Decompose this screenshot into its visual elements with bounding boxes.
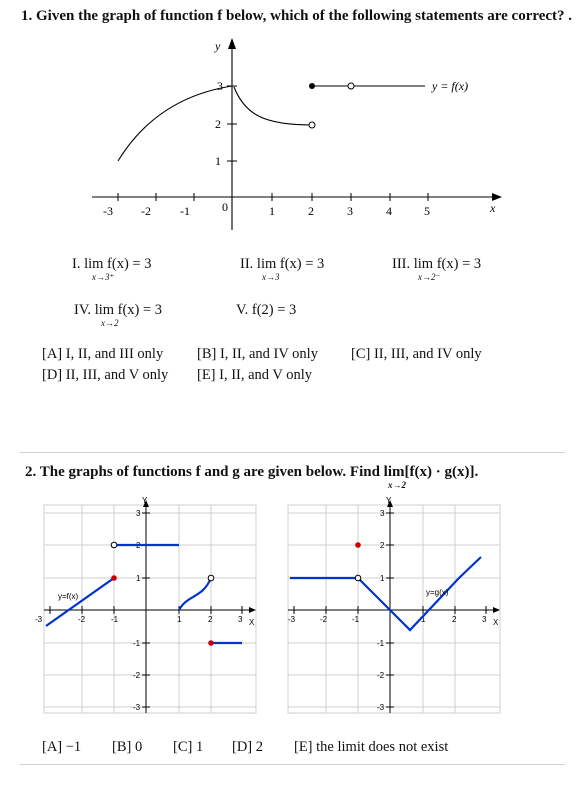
graph-f-x-axis-label: X: [249, 618, 255, 627]
q1-choice-a[interactable]: [A] I, II, and III only: [42, 346, 164, 362]
graph-f-open-point: [111, 542, 117, 548]
graph-g-y-tick-label: 1: [380, 574, 385, 583]
statement-expr: f(2) = 3: [251, 302, 297, 318]
graph-f-x-tick-label: 3: [238, 615, 243, 624]
graph-f-y-tick-label: -1: [133, 639, 141, 648]
statement-id: I.: [72, 256, 81, 272]
statement-expr: lim f(x) = 3: [413, 256, 482, 272]
q1-y-tick-label: 2: [215, 117, 221, 131]
q1-curve-label: y = f(x): [432, 79, 469, 93]
graph-g-x-tick-label: -1: [352, 615, 360, 624]
q1-graph: [0, 30, 580, 270]
q1-y-tick-label: 3: [217, 79, 223, 93]
graph-g-x-axis-label: X: [493, 618, 499, 627]
graph-g-y-tick-label: 2: [380, 541, 385, 550]
q1-y-tick-labels: [215, 79, 223, 168]
q1-x-tick-label: 1: [269, 204, 275, 218]
graph-g-y-tick-label: -3: [377, 703, 385, 712]
graph-f-grid: [44, 505, 256, 713]
q1-y-tick-label: 1: [215, 154, 221, 168]
q1-curve-right: [234, 87, 312, 125]
statement-4-sub: x→2: [101, 318, 119, 328]
graph-f-y-tick-label: 3: [136, 509, 141, 518]
graph-f-x-tick-label: -3: [35, 615, 43, 624]
graph-f-x-tick-label: 2: [208, 615, 213, 624]
graph-g-label: y=g(x): [426, 588, 449, 597]
graph-f-x-tick-label: -1: [111, 615, 119, 624]
question-2-text: 2. The graphs of functions f and g are given below. Find lim[f(x) · g(x)].: [25, 464, 479, 480]
q1-x-tick-label: -1: [180, 204, 190, 218]
graph-f-x-tick-label: -2: [78, 615, 86, 624]
graph-g-x-tick-label: 3: [482, 615, 487, 624]
graph-g-x-tick-label: -2: [320, 615, 328, 624]
graph-f-y-axis-label: Y: [142, 496, 148, 505]
statement-id: II.: [240, 256, 254, 272]
statement-3-sub: x→2⁻: [418, 272, 441, 282]
q1-choice-b[interactable]: [B] I, II, and IV only: [197, 346, 318, 362]
q2-choice-b[interactable]: [B] 0: [112, 739, 143, 755]
graph-f-x-tick-label: 1: [177, 615, 182, 624]
q2-choice-a[interactable]: [A] −1: [42, 739, 82, 755]
graph-g-y-tick-label: -1: [377, 639, 385, 648]
divider: [20, 764, 565, 765]
graph-f-closed-point: [208, 640, 214, 646]
statement-1-sub: x→3⁺: [92, 272, 115, 282]
statement-3: [392, 256, 481, 273]
graph-g-y-axis-label: Y: [386, 496, 392, 505]
statement-expr: lim f(x) = 3: [84, 256, 152, 272]
q1-open-point: [348, 83, 354, 89]
statement-id: V.: [236, 302, 249, 318]
q1-x-tick-label: 2: [308, 204, 314, 218]
q1-choice-d[interactable]: [D] II, III, and V only: [42, 367, 169, 383]
q1-x-tick-label: 3: [347, 204, 353, 218]
graph-f-y-tick-label: -2: [133, 671, 141, 680]
graph-g-x-tick-label: -3: [288, 615, 296, 624]
q1-x-tick-labels: [103, 200, 430, 218]
q1-x-tick-label: -3: [103, 204, 113, 218]
graph-g-x-tick-label: 2: [452, 615, 457, 624]
q2-choice-c[interactable]: [C] 1: [173, 739, 204, 755]
question-2-sub: x→2: [388, 480, 406, 490]
statement-id: III.: [392, 256, 411, 272]
graph-g-open-point: [355, 575, 361, 581]
statement-expr: lim f(x) = 3: [256, 256, 325, 272]
q1-y-axis-label: y: [215, 39, 221, 53]
statement-id: IV.: [74, 302, 92, 318]
q1-x-tick-label: 0: [222, 200, 228, 214]
q1-choice-e[interactable]: [E] I, II, and V only: [197, 367, 313, 383]
graph-f-y-tick-label: 1: [136, 574, 141, 583]
q1-x-tick-label: -2: [141, 204, 151, 218]
graph-f-label: y=f(x): [58, 592, 79, 601]
q1-closed-point: [309, 83, 315, 89]
graph-g-grid: [288, 505, 500, 713]
statement-1: [72, 256, 151, 273]
graph-f-closed-point: [111, 575, 117, 581]
statement-2: [240, 256, 324, 273]
q1-choice-c[interactable]: [C] II, III, and IV only: [351, 346, 482, 362]
q2-choice-e[interactable]: [E] the limit does not exist: [294, 739, 449, 755]
graph-g-y-tick-label: -2: [377, 671, 385, 680]
graph-f-y-tick-label: -3: [133, 703, 141, 712]
statement-5: [236, 302, 296, 319]
q1-x-tick-label: 4: [386, 204, 392, 218]
statement-4: [74, 302, 162, 319]
graph-g-y-tick-label: 3: [380, 509, 385, 518]
question-1-text: 1. Given the graph of function f below, which of the following statements are correct? .: [21, 8, 573, 24]
q1-x-axis-label: x: [490, 201, 496, 215]
q2-choice-d[interactable]: [D] 2: [232, 739, 264, 755]
graph-g-closed-point: [355, 542, 361, 548]
graph-g-x-tick-label: 1: [421, 615, 426, 624]
q1-x-axis-arrow: [492, 193, 502, 201]
graph-f-open-point: [208, 575, 214, 581]
divider: [20, 452, 565, 453]
q1-x-tick-label: 5: [424, 204, 430, 218]
statement-expr: lim f(x) = 3: [94, 302, 163, 318]
graph-f-y-tick-label: 2: [136, 541, 141, 550]
graph-g: [274, 495, 512, 725]
graph-f: [30, 495, 268, 725]
q1-y-axis-arrow: [228, 38, 236, 49]
statement-2-sub: x→3: [262, 272, 280, 282]
q1-open-point: [309, 122, 315, 128]
